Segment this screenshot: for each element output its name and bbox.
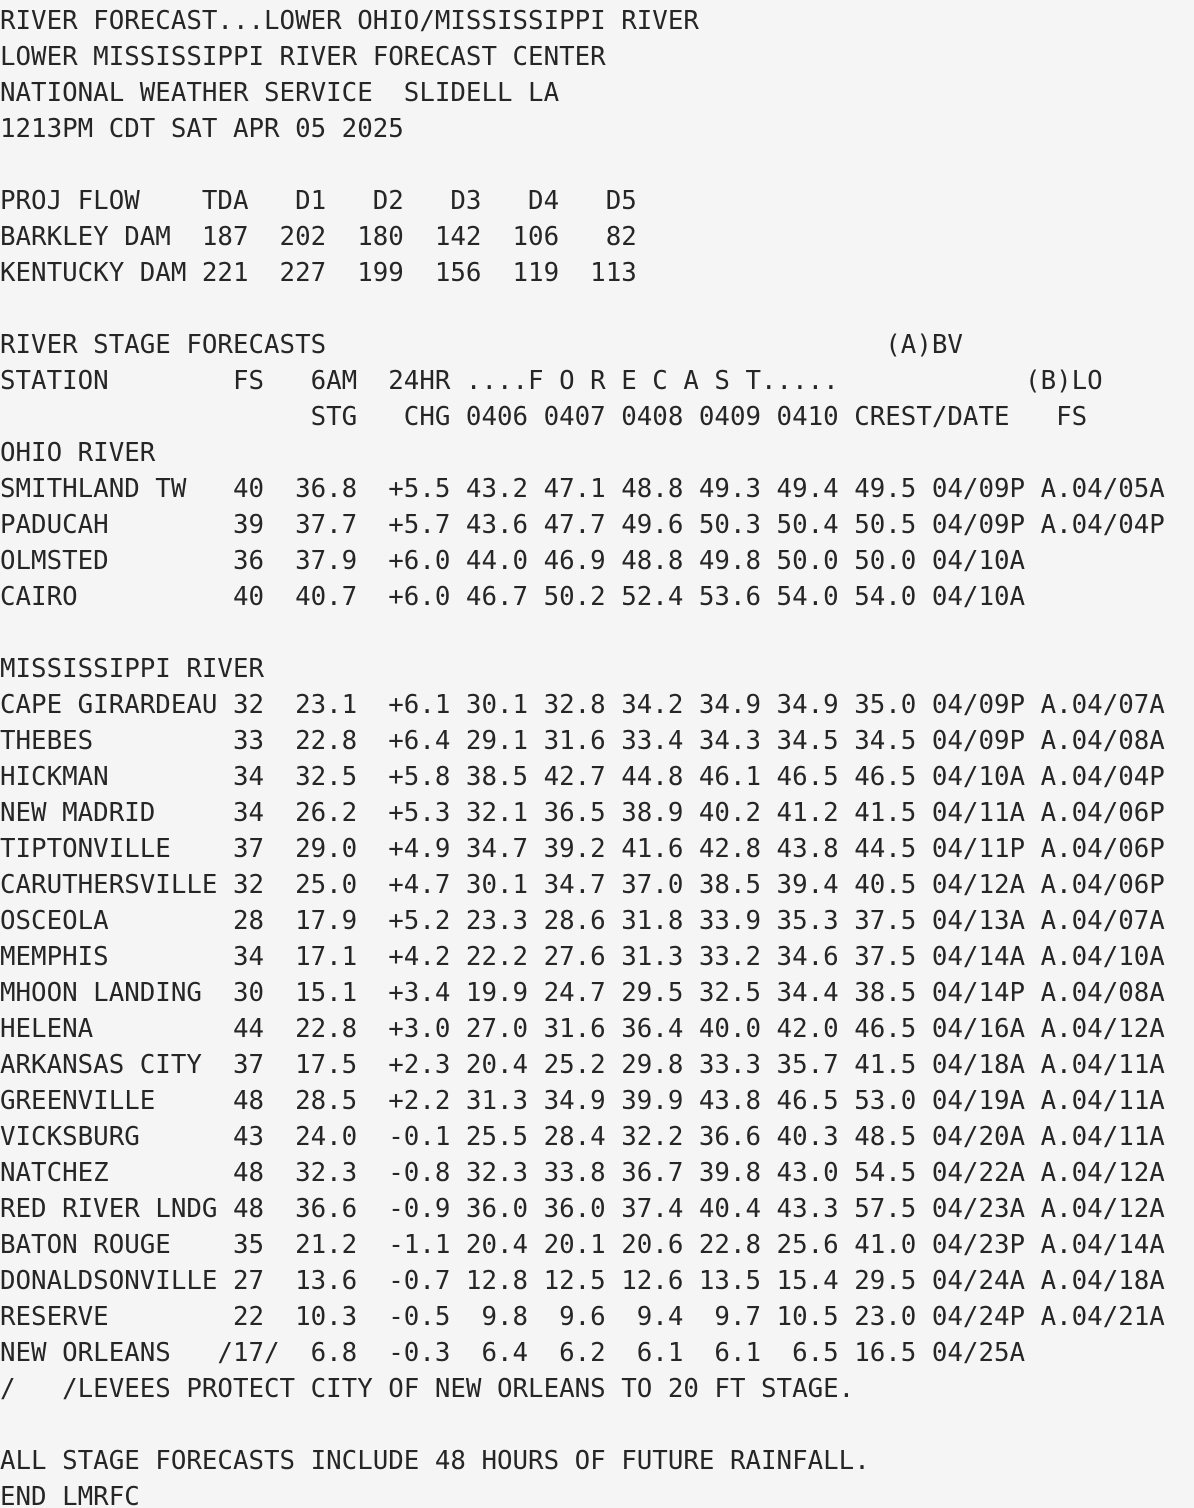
bulletin-line: NEW ORLEANS /17/ 6.8 -0.3 6.4 6.2 6.1 6.1 6.5 16.5 04/25A	[0, 1338, 1026, 1368]
bulletin-line	[0, 1407, 1194, 1443]
bulletin-line: MISSISSIPPI RIVER	[0, 654, 265, 684]
bulletin-line: BATON ROUGE 35 21.2 -1.1 20.4 20.1 20.6 22.8 25.6 41.0 04/23P A.04/14A	[0, 1230, 1165, 1260]
bulletin-line: RESERVE 22 10.3 -0.5 9.8 9.6 9.4 9.7 10.5 23.0 04/24P A.04/21A	[0, 1302, 1165, 1332]
bulletin-line: VICKSBURG 43 24.0 -0.1 25.5 28.4 32.2 36.6 40.3 48.5 04/20A A.04/11A	[0, 1122, 1165, 1152]
bulletin-line: SMITHLAND TW 40 36.8 +5.5 43.2 47.1 48.8 49.3 49.4 49.5 04/09P A.04/05A	[0, 474, 1165, 504]
bulletin-line: PADUCAH 39 37.7 +5.7 43.6 47.7 49.6 50.3 50.4 50.5 04/09P A.04/04P	[0, 510, 1165, 540]
bulletin-line: BARKLEY DAM 187 202 180 142 106 82	[0, 222, 637, 252]
bulletin-line: MHOON LANDING 30 15.1 +3.4 19.9 24.7 29.5 32.5 34.4 38.5 04/14P A.04/08A	[0, 978, 1165, 1008]
bulletin-line: NATCHEZ 48 32.3 -0.8 32.3 33.8 36.7 39.8 43.0 54.5 04/22A A.04/12A	[0, 1158, 1165, 1188]
bulletin-line: RED RIVER LNDG 48 36.6 -0.9 36.0 36.0 37.4 40.4 43.3 57.5 04/23A A.04/12A	[0, 1194, 1165, 1224]
bulletin-line: KENTUCKY DAM 221 227 199 156 119 113	[0, 258, 637, 288]
bulletin-line: OLMSTED 36 37.9 +6.0 44.0 46.9 48.8 49.8 50.0 50.0 04/10A	[0, 546, 1026, 576]
bulletin-line: TIPTONVILLE 37 29.0 +4.9 34.7 39.2 41.6 42.8 43.8 44.5 04/11P A.04/06P	[0, 834, 1165, 864]
bulletin-line: / /LEVEES PROTECT CITY OF NEW ORLEANS TO 20 FT STAGE.	[0, 1374, 855, 1404]
bulletin-line: ARKANSAS CITY 37 17.5 +2.3 20.4 25.2 29.8 33.3 35.7 41.5 04/18A A.04/11A	[0, 1050, 1165, 1080]
bulletin-line	[0, 291, 1194, 327]
bulletin-line: THEBES 33 22.8 +6.4 29.1 31.6 33.4 34.3 34.5 34.5 04/09P A.04/08A	[0, 726, 1165, 756]
bulletin-line: DONALDSONVILLE 27 13.6 -0.7 12.8 12.5 12.6 13.5 15.4 29.5 04/24A A.04/18A	[0, 1266, 1165, 1296]
bulletin-line: OSCEOLA 28 17.9 +5.2 23.3 28.6 31.8 33.9 35.3 37.5 04/13A A.04/07A	[0, 906, 1165, 936]
bulletin-line: CAIRO 40 40.7 +6.0 46.7 50.2 52.4 53.6 54.0 54.0 04/10A	[0, 582, 1026, 612]
bulletin-line: RIVER STAGE FORECASTS (A)BV	[0, 330, 963, 360]
bulletin-line	[0, 615, 1194, 651]
bulletin-line: STG CHG 0406 0407 0408 0409 0410 CREST/DATE FS	[0, 402, 1088, 432]
bulletin-line: MEMPHIS 34 17.1 +4.2 22.2 27.6 31.3 33.2 34.6 37.5 04/14A A.04/10A	[0, 942, 1165, 972]
bulletin-line: CAPE GIRARDEAU 32 23.1 +6.1 30.1 32.8 34.2 34.9 34.9 35.0 04/09P A.04/07A	[0, 690, 1165, 720]
bulletin-line: HELENA 44 22.8 +3.0 27.0 31.6 36.4 40.0 42.0 46.5 04/16A A.04/12A	[0, 1014, 1165, 1044]
bulletin-line: RIVER FORECAST...LOWER OHIO/MISSISSIPPI RIVER	[0, 6, 699, 36]
bulletin-line: LOWER MISSISSIPPI RIVER FORECAST CENTER	[0, 42, 606, 72]
bulletin-line: NATIONAL WEATHER SERVICE SLIDELL LA	[0, 78, 560, 108]
bulletin-line: END LMRFC	[0, 1482, 140, 1508]
bulletin-line: NEW MADRID 34 26.2 +5.3 32.1 36.5 38.9 40.2 41.2 41.5 04/11A A.04/06P	[0, 798, 1165, 828]
bulletin-line: STATION FS 6AM 24HR ....F O R E C A S T..... (B)LO	[0, 366, 1103, 396]
bulletin-line	[0, 147, 1194, 183]
bulletin-line: ALL STAGE FORECASTS INCLUDE 48 HOURS OF FUTURE RAINFALL.	[0, 1446, 870, 1476]
bulletin-line: OHIO RIVER	[0, 438, 156, 468]
bulletin-line: HICKMAN 34 32.5 +5.8 38.5 42.7 44.8 46.1 46.5 46.5 04/10A A.04/04P	[0, 762, 1165, 792]
bulletin-line: 1213PM CDT SAT APR 05 2025	[0, 114, 404, 144]
bulletin-line: PROJ FLOW TDA D1 D2 D3 D4 D5	[0, 186, 637, 216]
bulletin-line: CARUTHERSVILLE 32 25.0 +4.7 30.1 34.7 37.0 38.5 39.4 40.5 04/12A A.04/06P	[0, 870, 1165, 900]
bulletin-line: GREENVILLE 48 28.5 +2.2 31.3 34.9 39.9 43.8 46.5 53.0 04/19A A.04/11A	[0, 1086, 1165, 1116]
